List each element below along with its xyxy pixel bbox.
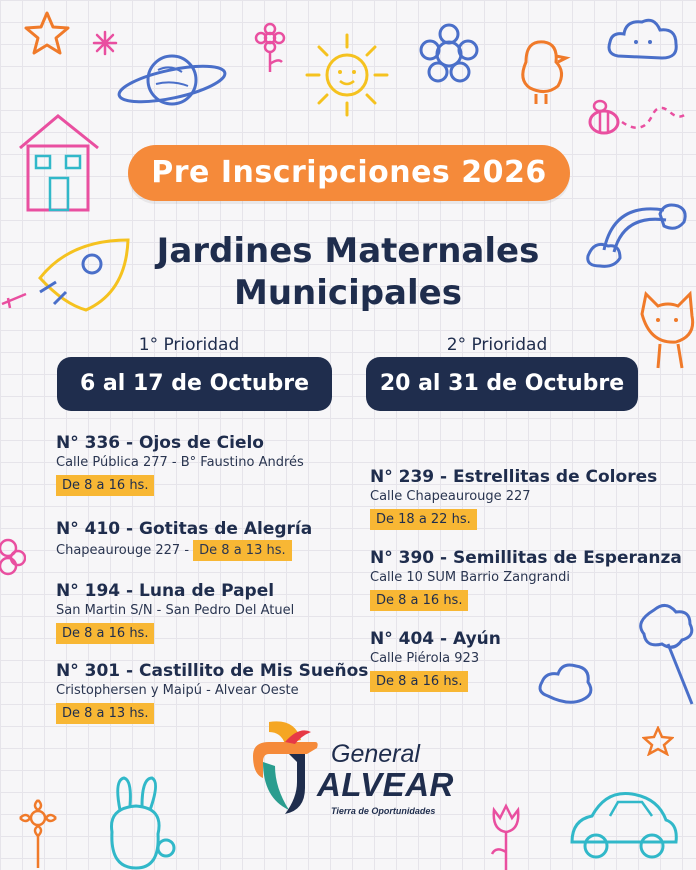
list-item (56, 580, 294, 644)
star-icon (22, 10, 72, 56)
tulip-icon (488, 800, 524, 870)
planet-icon (112, 40, 232, 120)
entry-title: N° 301 - Castillito de Mis Sueños (56, 661, 369, 681)
entry-title: N° 194 - Luna de Papel (56, 581, 275, 601)
title-line-1: Jardines Maternales (156, 231, 540, 271)
entry-hours: De 8 a 16 hs. (370, 671, 468, 692)
list-item (56, 432, 304, 496)
entry-address: Calle Pública 277 - B° Faustino Andrés (56, 455, 304, 470)
logo-tagline: Tierra de Oportunidades (331, 806, 436, 816)
bunny-icon (98, 776, 178, 870)
car-icon (562, 780, 682, 870)
logo-mark-icon (245, 718, 325, 818)
entry-hours: De 8 a 16 hs. (370, 590, 468, 611)
small-star-icon (642, 726, 674, 756)
list-item (370, 466, 657, 530)
house-icon (14, 108, 104, 218)
list-item (370, 547, 682, 611)
entry-address: San Martin S/N - San Pedro Del Atuel (56, 603, 295, 618)
pre-inscripciones-badge: Pre Inscripciones 2026 (128, 145, 570, 201)
small-cloud-icon (536, 658, 596, 710)
priority-1-dates: 6 al 17 de Octubre (57, 357, 332, 411)
entry-title: N° 390 - Semillitas de Esperanza (370, 548, 682, 568)
title-line-2: Municipales (234, 273, 462, 313)
bird-icon (506, 32, 572, 108)
entry-hours: De 8 a 13 hs. (193, 540, 291, 561)
priority-1-label: 1° Prioridad (138, 335, 240, 355)
entry-hours: De 8 a 16 hs. (56, 623, 154, 644)
entry-address: Calle 10 SUM Barrio Zangrandi (370, 570, 571, 585)
entry-hours: De 8 a 16 hs. (56, 475, 154, 496)
entry-address: Calle Chapeaurouge 227 (370, 489, 531, 504)
entry-title: N° 239 - Estrellitas de Colores (370, 467, 658, 487)
logo-line-1: General (331, 740, 420, 768)
sun-icon (302, 30, 392, 120)
entry-title: N° 404 - Ayún (370, 629, 501, 649)
flower-left-icon (0, 538, 26, 582)
priority-2-dates: 20 al 31 de Octubre (366, 357, 638, 411)
entry-address: Calle Piérola 923 (370, 651, 480, 666)
cloud-icon (604, 12, 682, 68)
entry-hours: De 8 a 13 hs. (56, 703, 154, 724)
entry-title: N° 336 - Ojos de Cielo (56, 433, 264, 453)
bee-icon (582, 96, 692, 146)
entry-address: Cristophersen y Maipú - Alvear Oeste (56, 683, 299, 698)
list-item (56, 660, 368, 724)
entry-hours: De 18 a 22 hs. (370, 509, 477, 530)
general-alvear-logo (245, 718, 465, 828)
list-item (370, 628, 501, 692)
entry-title: N° 410 - Gotitas de Alegría (56, 519, 313, 539)
flower-icon (250, 22, 290, 74)
logo-line-2: ALVEAR (317, 766, 454, 803)
sunflower-icon (14, 796, 62, 870)
palm-icon (634, 600, 696, 710)
priority-2-label: 2° Prioridad (446, 335, 548, 355)
flower-face-icon (416, 22, 482, 86)
list-item (56, 518, 312, 561)
entry-address: Chapeaurouge 227 - (56, 543, 190, 558)
